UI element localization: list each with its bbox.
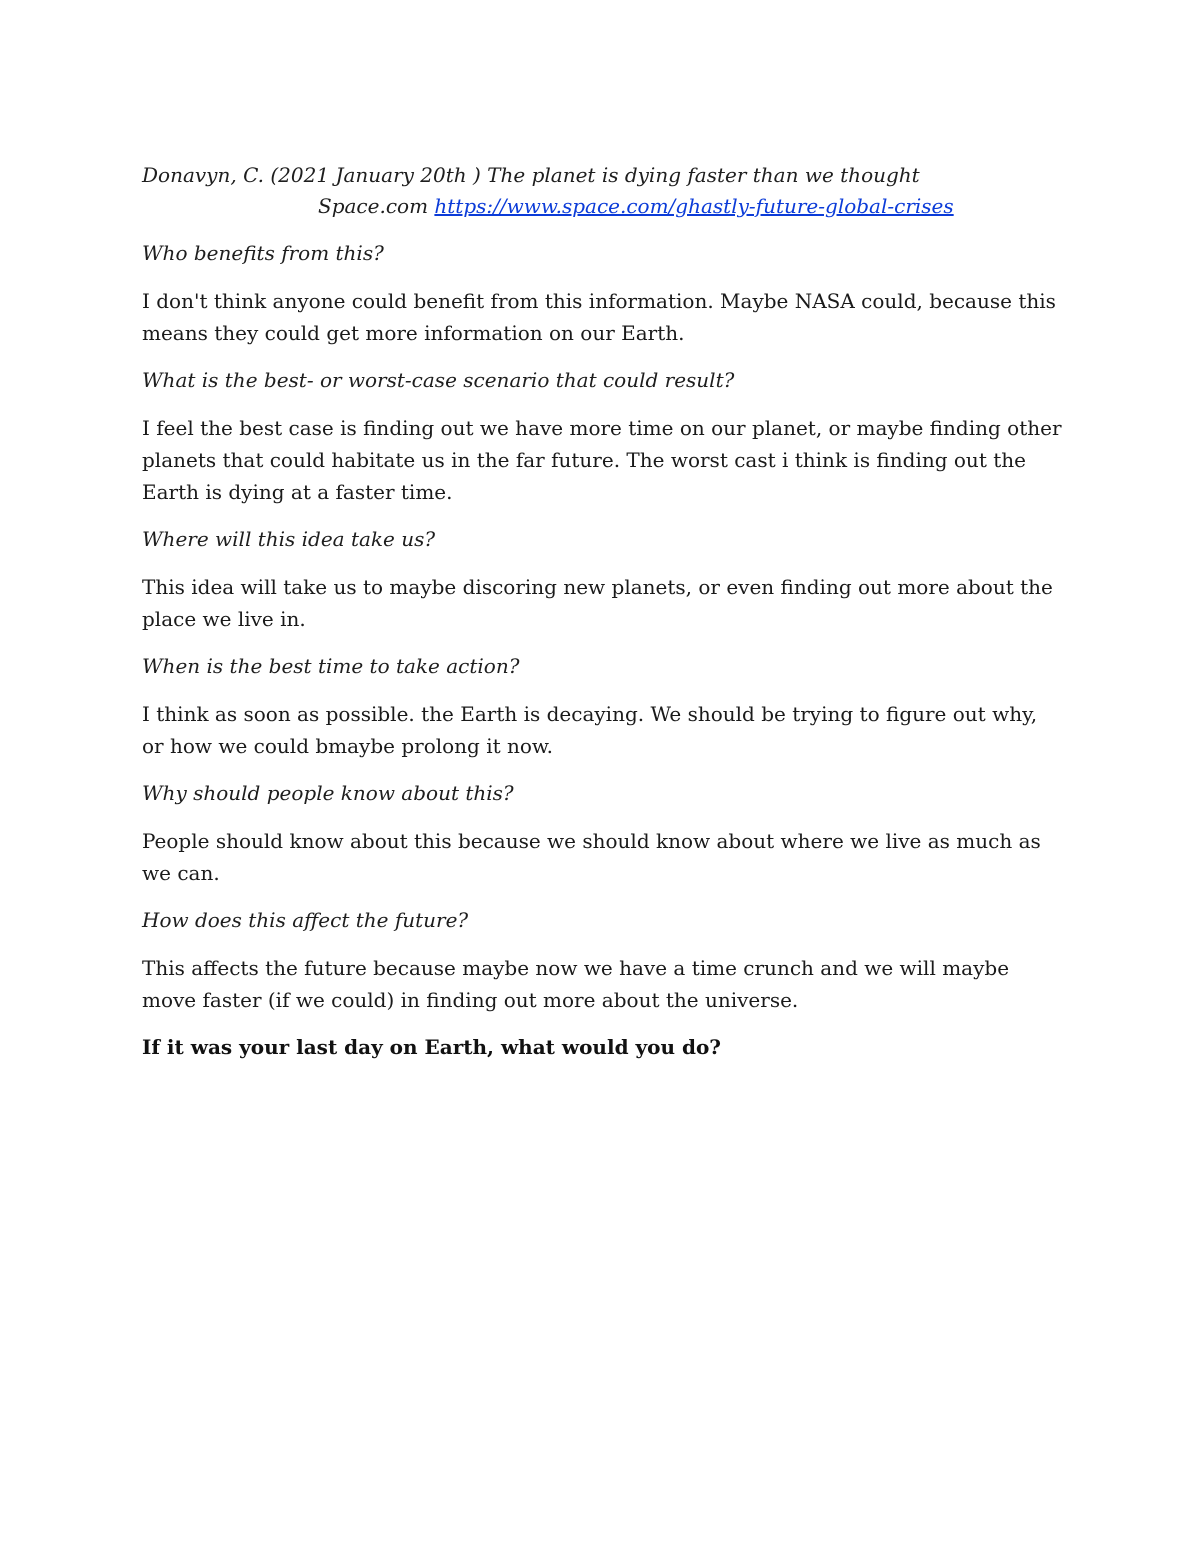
question-best-worst-case: What is the best- or worst-case scenario that could result? — [142, 368, 735, 392]
question-best-time-action: When is the best time to take action? — [142, 654, 520, 678]
answer-who-benefits: I don't think anyone could benefit from this information. Maybe NASA could, because this means they could get more information on our Earth. — [142, 289, 1056, 345]
citation-link[interactable]: https://www.space.com/ghastly-future-global-crises — [434, 194, 954, 218]
answer-where-idea-takes-us: This idea will take us to maybe discoring new planets, or even finding out more about the place we live in. — [142, 575, 1053, 631]
final-question: If it was your last day on Earth, what would you do? — [142, 1035, 722, 1059]
citation — [142, 160, 1062, 222]
answer-best-worst-case: I feel the best case is finding out we have more time on our planet, or maybe finding other planets that could habitate us in the far future. The worst cast i think is finding out the Earth is dying at a faster time. — [142, 416, 1062, 504]
answer-why-know: People should know about this because we should know about where we live as much as we can. — [142, 829, 1041, 885]
answer-best-time-action: I think as soon as possible. the Earth is decaying. We should be trying to figure out why, or how we could bmaybe prolong it now. — [142, 702, 1038, 758]
answer-affect-future: This affects the future because maybe now we have a time crunch and we will maybe move faster (if we could) in finding out more about the universe. — [142, 956, 1010, 1012]
question-who-benefits: Who benefits from this? — [142, 241, 384, 265]
citation-line: Donavyn, C. (2021 January 20th ) The planet is dying faster than we thought — [142, 163, 920, 187]
question-affect-future: How does this affect the future? — [142, 908, 469, 932]
citation-source-line — [142, 191, 1062, 222]
question-where-idea-takes-us: Where will this idea take us? — [142, 527, 436, 551]
citation-source: Space.com — [318, 194, 429, 218]
document-body — [142, 160, 1062, 1063]
question-why-know: Why should people know about this? — [142, 781, 514, 805]
